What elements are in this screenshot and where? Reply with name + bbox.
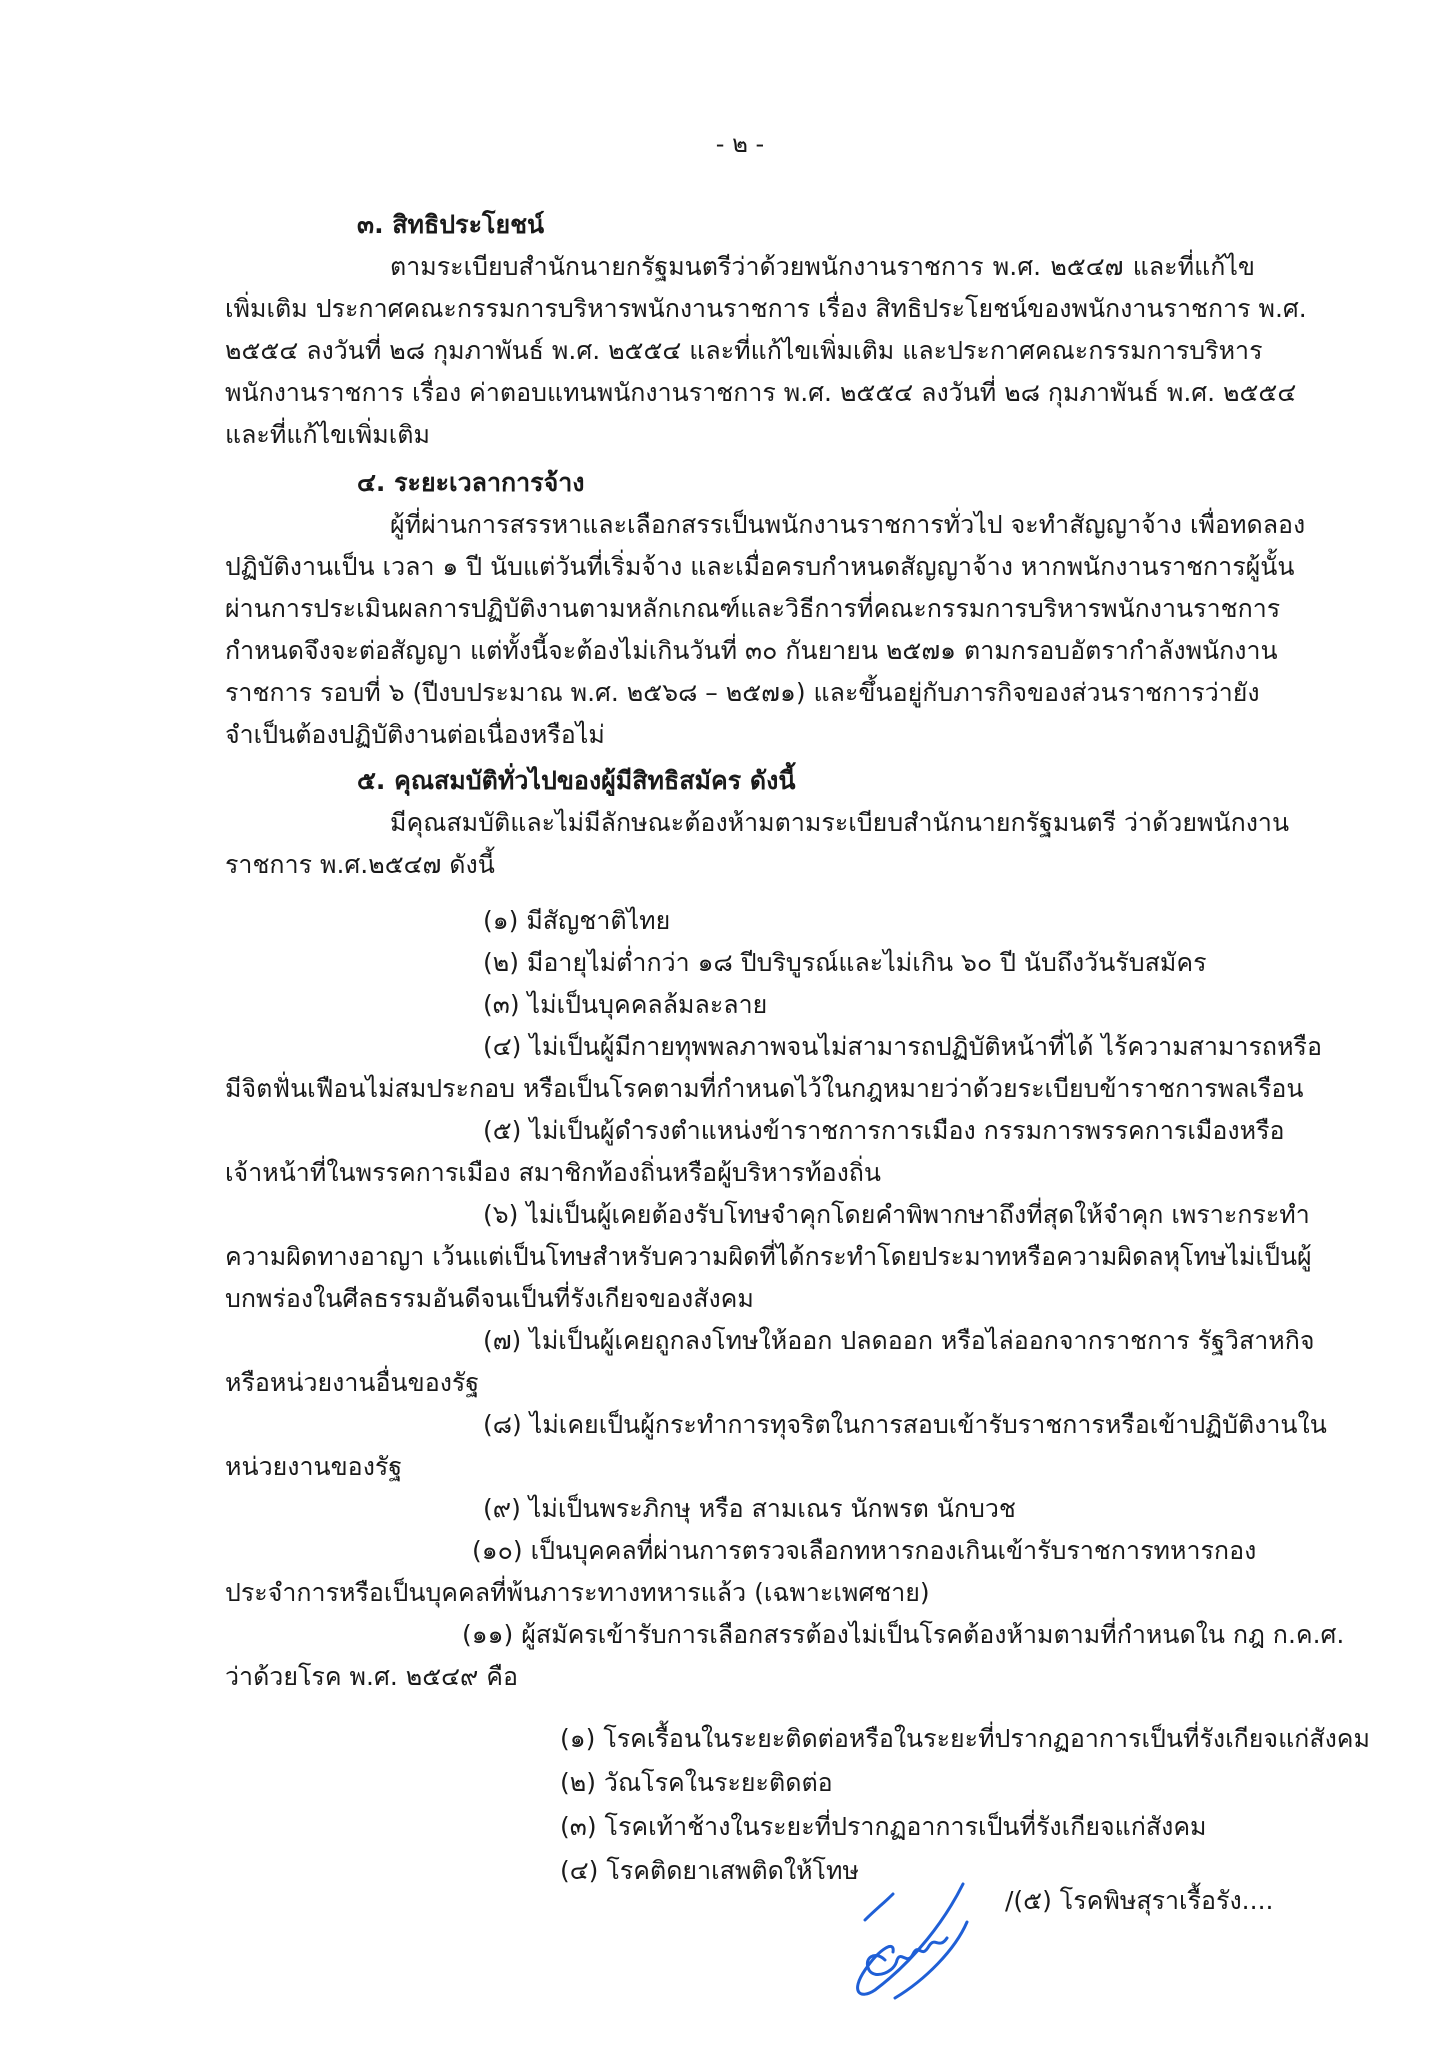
section-3-line: เพิ่มเติม ประกาศคณะกรรมการบริหารพนักงานราชการ เรื่อง สิทธิประโยชน์ของพนักงานราชการ พ.ศ. xyxy=(225,294,1307,323)
section-3-heading: ๓. สิทธิประโยชน์ xyxy=(357,210,545,239)
section-5-intro: มีคุณสมบัติและไม่มีลักษณะต้องห้ามตามระเบียบสำนักนายกรัฐมนตรี ว่าด้วยพนักงาน xyxy=(390,808,1290,837)
section-5-heading: ๕. คุณสมบัติทั่วไปของผู้มีสิทธิสมัคร ดังนี้ xyxy=(357,766,796,795)
disease-item-2: (๒) วัณโรคในระยะติดต่อ xyxy=(560,1768,833,1797)
qualification-item-11-cont: ว่าด้วยโรค พ.ศ. ๒๕๔๙ คือ xyxy=(225,1662,519,1691)
qualification-item-3: (๓) ไม่เป็นบุคคลล้มละลาย xyxy=(483,990,768,1019)
qualification-item-6-cont: บกพร่องในศีลธรรมอันดีจนเป็นที่รังเกียจของสังคม xyxy=(225,1284,754,1313)
section-4-heading: ๔. ระยะเวลาการจ้าง xyxy=(357,468,585,497)
qualification-item-11: (๑๑) ผู้สมัครเข้ารับการเลือกสรรต้องไม่เป็นโรคต้องห้ามตามที่กำหนดใน กฎ ก.ค.ศ. xyxy=(462,1620,1345,1649)
disease-item-1: (๑) โรคเรื้อนในระยะติดต่อหรือในระยะที่ปรากฏอาการเป็นที่รังเกียจแก่สังคม xyxy=(560,1724,1370,1753)
disease-item-4: (๔) โรคติดยาเสพติดให้โทษ xyxy=(560,1856,859,1885)
signature-icon xyxy=(835,1880,995,2000)
qualification-item-7: (๗) ไม่เป็นผู้เคยถูกลงโทษให้ออก ปลดออก หรือไล่ออกจากราชการ รัฐวิสาหกิจ xyxy=(483,1326,1315,1355)
qualification-item-2: (๒) มีอายุไม่ต่ำกว่า ๑๘ ปีบริบูรณ์และไม่เกิน ๖๐ ปี นับถึงวันรับสมัคร xyxy=(483,948,1207,977)
section-3-line: ๒๕๕๔ ลงวันที่ ๒๘ กุมภาพันธ์ พ.ศ. ๒๕๕๔ และที่แก้ไขเพิ่มเติม และประกาศคณะกรรมการบริหาร xyxy=(225,336,1263,365)
section-4-line: ราชการ รอบที่ ๖ (ปีงบประมาณ พ.ศ. ๒๕๖๘ – ๒๕๗๑) และขึ้นอยู่กับภารกิจของส่วนราชการว่ายัง xyxy=(225,678,1260,707)
qualification-item-8: (๘) ไม่เคยเป็นผู้กระทำการทุจริตในการสอบเข้ารับราชการหรือเข้าปฏิบัติงานใน xyxy=(483,1410,1327,1439)
section-3-line: และที่แก้ไขเพิ่มเติม xyxy=(225,420,431,449)
qualification-item-5-cont: เจ้าหน้าที่ในพรรคการเมือง สมาชิกท้องถิ่นหรือผู้บริหารท้องถิ่น xyxy=(225,1158,882,1187)
page-number: - ๒ - xyxy=(715,130,765,158)
qualification-item-7-cont: หรือหน่วยงานอื่นของรัฐ xyxy=(225,1368,480,1397)
qualification-item-10: (๑๐) เป็นบุคคลที่ผ่านการตรวจเลือกทหารกองเกินเข้ารับราชการทหารกอง xyxy=(472,1536,1257,1565)
section-4-line: กำหนดจึงจะต่อสัญญา แต่ทั้งนี้จะต้องไม่เกินวันที่ ๓๐ กันยายน ๒๕๗๑ ตามกรอบอัตรากำลังพนักงาน xyxy=(225,636,1278,665)
section-4-line: ปฏิบัติงานเป็น เวลา ๑ ปี นับแต่วันที่เริ่มจ้าง และเมื่อครบกำหนดสัญญาจ้าง หากพนักงานราชการผู้นั้น xyxy=(225,552,1295,581)
qualification-item-4-cont: มีจิตฟั่นเฟือนไม่สมประกอบ หรือเป็นโรคตามที่กำหนดไว้ในกฎหมายว่าด้วยระเบียบข้าราชการพลเรือน xyxy=(225,1074,1304,1103)
section-3-line: ตามระเบียบสำนักนายกรัฐมนตรีว่าด้วยพนักงานราชการ พ.ศ. ๒๕๔๗ และที่แก้ไข xyxy=(390,252,1255,281)
qualification-item-1: (๑) มีสัญชาติไทย xyxy=(483,906,671,935)
section-4-line: ผู้ที่ผ่านการสรรหาและเลือกสรรเป็นพนักงานราชการทั่วไป จะทำสัญญาจ้าง เพื่อทดลอง xyxy=(390,510,1306,539)
section-3-line: พนักงานราชการ เรื่อง ค่าตอบแทนพนักงานราชการ พ.ศ. ๒๕๕๔ ลงวันที่ ๒๘ กุมภาพันธ์ พ.ศ. ๒๕๕๔ xyxy=(225,378,1297,407)
qualification-item-4: (๔) ไม่เป็นผู้มีกายทุพพลภาพจนไม่สามารถปฏิบัติหน้าที่ได้ ไร้ความสามารถหรือ xyxy=(483,1032,1322,1061)
qualification-item-5: (๕) ไม่เป็นผู้ดำรงตำแหน่งข้าราชการการเมือง กรรมการพรรคการเมืองหรือ xyxy=(483,1116,1285,1145)
qualification-item-6-cont: ความผิดทางอาญา เว้นแต่เป็นโทษสำหรับความผิดที่ได้กระทำโดยประมาทหรือความผิดลหุโทษไม่เป็นผู้ xyxy=(225,1242,1312,1271)
qualification-item-8-cont: หน่วยงานของรัฐ xyxy=(225,1452,403,1481)
continuation-note: /(๕) โรคพิษสุราเรื้อรัง.... xyxy=(1005,1886,1274,1915)
qualification-item-9: (๙) ไม่เป็นพระภิกษุ หรือ สามเณร นักพรต นักบวช xyxy=(483,1494,1016,1523)
section-4-line: จำเป็นต้องปฏิบัติงานต่อเนื่องหรือไม่ xyxy=(225,720,605,749)
disease-item-3: (๓) โรคเท้าช้างในระยะที่ปรากฏอาการเป็นที่รังเกียจแก่สังคม xyxy=(560,1812,1207,1841)
section-4-line: ผ่านการประเมินผลการปฏิบัติงานตามหลักเกณฑ์และวิธีการที่คณะกรรมการบริหารพนักงานราชการ xyxy=(225,594,1281,623)
section-5-intro: ราชการ พ.ศ.๒๕๔๗ ดังนี้ xyxy=(225,850,495,879)
qualification-item-10-cont: ประจำการหรือเป็นบุคคลที่พ้นภาระทางทหารแล้ว (เฉพาะเพศชาย) xyxy=(225,1578,930,1607)
qualification-item-6: (๖) ไม่เป็นผู้เคยต้องรับโทษจำคุกโดยคำพิพากษาถึงที่สุดให้จำคุก เพราะกระทำ xyxy=(483,1200,1310,1229)
